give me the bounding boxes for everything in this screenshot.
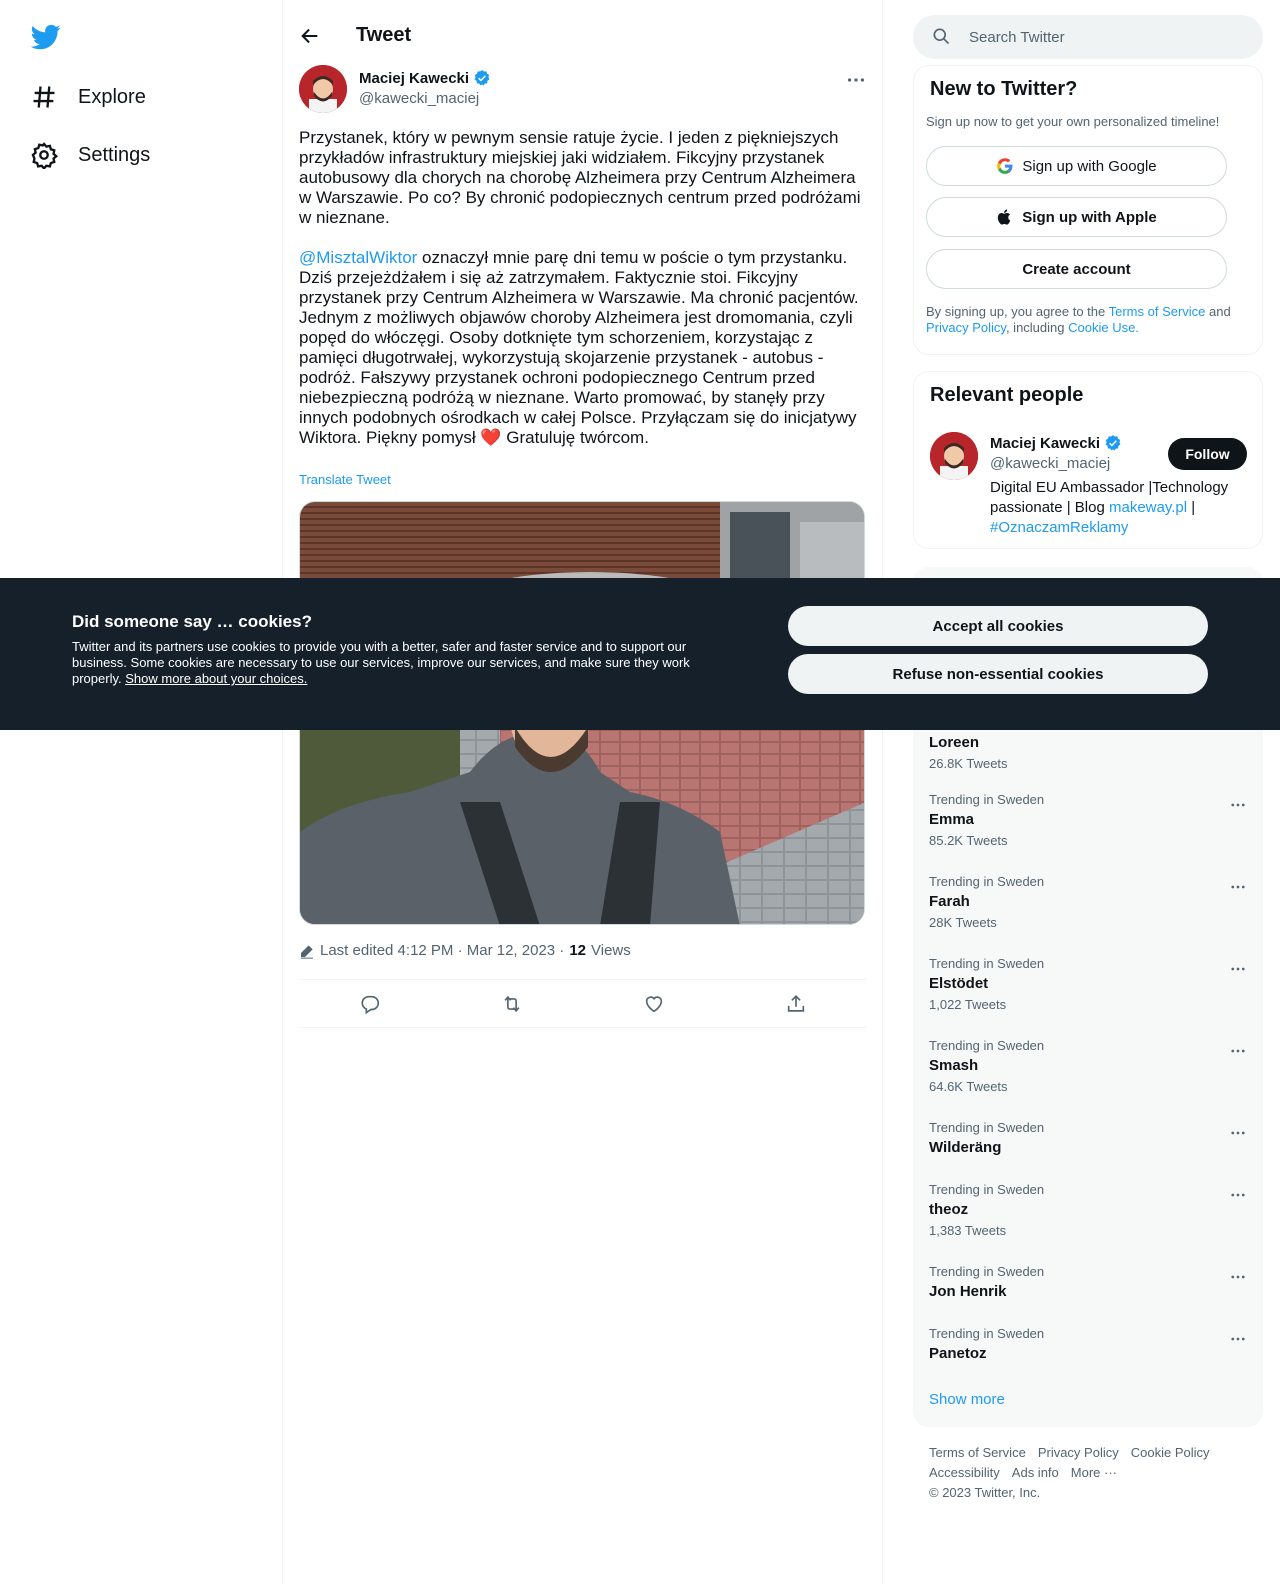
trend-name: Smash	[929, 1057, 979, 1074]
footer-more-link[interactable]: More ···	[1070, 1465, 1117, 1480]
nav-settings-label: Settings	[78, 143, 151, 166]
views-count: 12	[569, 942, 586, 959]
author-handle[interactable]: @kawecki_maciej	[359, 90, 480, 107]
share-icon[interactable]	[785, 993, 807, 1015]
bio-hashtag-link[interactable]: #OznaczamReklamy	[990, 519, 1129, 536]
edited-timestamp[interactable]: Last edited 4:12 PM · Mar 12, 2023 ·	[320, 942, 565, 959]
footer-link[interactable]: Ads info	[1011, 1465, 1059, 1480]
terms-of-service-link[interactable]: Terms of Service	[1108, 304, 1206, 319]
trend-more-icon[interactable]	[1229, 1330, 1247, 1348]
apple-logo-icon	[996, 208, 1014, 226]
left-navigation	[0, 0, 283, 1584]
trend-more-icon[interactable]	[1229, 1042, 1247, 1060]
tweet-paragraph-2-text: oznaczył mnie parę dni temu w poście o tym przystanku. Dziś przejeżdżałem i się aż zatrzymałem. Faktycznie stoi. Fikcyjny przystanek przy Centrum Alzheimera w Warszawie. Ma chronić pacjentów. Jednym z możliwych objawów choroby Alzheimera jest dromomania, czyli popęd do włóczęgi. Osoby dotknięte tym schorzeniem, korzystając z pamięci długotrwałej, wykorzystują skojarzenie przystanek - autobus - podróż. Fałszywy przystanek ochroni podopiecznego Centrum przed niebezpieczną podróżą w nieznane. Warto promować, by stanęły przy innych podobnych ośrodkach w całej Polsce. Przyłączam się do inicjatywy Wiktora. Piękny pomysł	[299, 248, 859, 447]
terms-and-text: and	[1205, 304, 1231, 319]
terms-text: By signing up, you agree to the	[926, 304, 1109, 319]
trend-more-icon[interactable]	[1229, 796, 1247, 814]
tweet-header	[283, 0, 882, 73]
person-handle[interactable]: @kawecki_maciej	[990, 455, 1111, 472]
trend-more-icon[interactable]	[1229, 878, 1247, 896]
tweet-actions	[299, 979, 867, 1028]
bio-separator: |	[1187, 499, 1196, 516]
back-arrow-icon[interactable]	[299, 25, 321, 47]
trend-more-icon[interactable]	[1229, 960, 1247, 978]
footer-link[interactable]: Cookie Policy	[1130, 1445, 1210, 1460]
trend-count: 26.8K Tweets	[929, 756, 1008, 771]
trend-context: Trending in Sweden	[929, 1120, 1045, 1135]
reply-icon[interactable]	[359, 993, 381, 1015]
trend-context: Trending in Sweden	[929, 874, 1045, 889]
trend-count: 1,022 Tweets	[929, 997, 1007, 1012]
cookie-title: Did someone say … cookies?	[72, 612, 312, 631]
retweet-icon[interactable]	[501, 993, 523, 1015]
verified-badge-icon	[1104, 434, 1122, 452]
verified-badge-icon	[473, 69, 491, 87]
trend-context: Trending in Sweden	[929, 1264, 1045, 1279]
footer	[929, 1443, 1249, 1503]
signup-google-label: Sign up with Google	[1022, 157, 1157, 175]
tweet-paragraph-2-end: Gratuluję twórcom.	[501, 428, 649, 447]
refuse-cookies-button[interactable]: Refuse non-essential cookies	[788, 654, 1208, 694]
more-options-icon[interactable]	[845, 69, 867, 91]
bio-link[interactable]: makeway.pl	[1108, 499, 1188, 516]
signup-subtitle: Sign up now to get your own personalized timeline!	[926, 114, 1220, 129]
follow-button[interactable]: Follow	[1168, 438, 1247, 470]
trend-context: Trending in Sweden	[929, 1326, 1045, 1341]
cookie-choices-link[interactable]: Show more about your choices.	[125, 671, 308, 686]
trend-count: 64.6K Tweets	[929, 1079, 1008, 1094]
trend-context: Trending in Sweden	[929, 956, 1045, 971]
signup-card	[913, 65, 1263, 355]
trend-item[interactable]	[913, 1038, 1263, 1114]
nav-explore[interactable]	[30, 77, 146, 117]
footer-row-2	[929, 1463, 1249, 1483]
tweet-column	[283, 0, 883, 1584]
copyright: © 2023 Twitter, Inc.	[929, 1485, 1041, 1500]
hashtag-icon	[30, 83, 58, 111]
terms-including-text: , including	[1005, 320, 1069, 335]
views-label: Views	[591, 942, 631, 959]
author-avatar[interactable]	[299, 65, 347, 113]
nav-explore-label: Explore	[78, 85, 146, 108]
trend-more-icon[interactable]	[1229, 1124, 1247, 1142]
trend-context: Trending in Sweden	[929, 1182, 1045, 1197]
author-name-text: Maciej Kawecki	[359, 69, 470, 87]
signup-apple-label: Sign up with Apple	[1022, 208, 1157, 226]
footer-row-1	[929, 1443, 1249, 1463]
gear-icon	[30, 141, 58, 169]
trend-item[interactable]	[913, 874, 1263, 950]
trend-item[interactable]	[913, 792, 1263, 868]
footer-link[interactable]: Accessibility	[929, 1465, 1000, 1480]
trend-name: Loreen	[929, 734, 980, 751]
person-name[interactable]	[990, 434, 1122, 452]
google-logo-icon	[996, 157, 1014, 175]
tweet-author	[299, 65, 867, 115]
tweet-text	[299, 128, 867, 468]
footer-link[interactable]: Privacy Policy	[1037, 1445, 1119, 1460]
trend-item[interactable]	[913, 1182, 1263, 1258]
cookie-use-link[interactable]: Cookie Use.	[1068, 320, 1139, 335]
search-icon	[931, 26, 951, 46]
signup-apple-button[interactable]	[926, 197, 1227, 237]
trend-name: Farah	[929, 893, 970, 910]
tweet-meta	[299, 942, 631, 959]
cookie-body: Twitter and its partners use cookies to provide you with a better, safer and faster service and to support our business. Some cookies are necessary to use our services, improve our services, and make sure they work properly.	[72, 639, 690, 686]
search-input[interactable]	[969, 15, 1249, 59]
signup-terms	[926, 304, 1252, 336]
footer-link[interactable]: Terms of Service	[929, 1445, 1026, 1460]
twitter-logo-icon[interactable]	[31, 22, 61, 52]
relevant-people-card	[913, 371, 1263, 549]
person-avatar[interactable]	[930, 432, 978, 480]
person-bio	[990, 478, 1252, 538]
create-account-label: Create account	[1022, 260, 1131, 278]
privacy-policy-link[interactable]: Privacy Policy	[926, 320, 1006, 335]
author-name[interactable]	[359, 69, 491, 87]
trend-item[interactable]	[913, 956, 1263, 1032]
cookie-banner	[0, 578, 1280, 730]
trend-context: Trending in Sweden	[929, 1038, 1045, 1053]
mention-link[interactable]: @MisztalWiktor	[299, 248, 418, 267]
trend-name: Panetoz	[929, 1345, 987, 1362]
page-title: Tweet	[356, 24, 412, 46]
trend-count: 85.2K Tweets	[929, 833, 1008, 848]
search-box	[913, 15, 1263, 59]
trend-name: Emma	[929, 811, 975, 828]
accept-cookies-button[interactable]: Accept all cookies	[788, 606, 1208, 646]
trend-name: Elstödet	[929, 975, 989, 992]
trend-count: 1,383 Tweets	[929, 1223, 1007, 1238]
trend-context: Trending in Sweden	[929, 792, 1045, 807]
tweet-paragraph-2	[299, 248, 867, 448]
create-account-button[interactable]	[926, 249, 1227, 289]
nav-settings[interactable]	[30, 135, 150, 175]
trend-name: theoz	[929, 1201, 969, 1218]
tweet-paragraph-1: Przystanek, który w pewnym sensie ratuje życie. I jeden z piękniejszych przykładów infrastruktury miejskiej jaki widziałem. Fikcyjny przystanek autobusowy dla chorych na chorobę Alzheimera przy Centrum Alzheimera w Warszawie. Po co? By chronić podopiecznych centrum przed podróżami w nieznane.	[299, 128, 861, 227]
show-more-link[interactable]: Show more	[929, 1391, 1005, 1408]
edit-pencil-icon	[299, 943, 315, 959]
heart-emoji: ❤️	[480, 428, 502, 447]
like-heart-icon[interactable]	[643, 993, 665, 1015]
relevant-people-title: Relevant people	[930, 384, 1084, 406]
bio-text: Digital EU Ambassador |Technology passionate | Blog	[990, 479, 1229, 516]
trend-more-icon[interactable]	[1229, 1186, 1247, 1204]
trend-name: Wilderäng	[929, 1139, 1002, 1156]
trend-name: Jon Henrik	[929, 1283, 1007, 1300]
cookie-text	[72, 639, 722, 687]
signup-title: New to Twitter?	[930, 78, 1078, 100]
person-name-text: Maciej Kawecki	[990, 434, 1101, 452]
trend-count: 28K Tweets	[929, 915, 997, 930]
translate-tweet-link[interactable]: Translate Tweet	[299, 472, 391, 487]
signup-google-button[interactable]	[926, 146, 1227, 186]
trend-more-icon[interactable]	[1229, 1268, 1247, 1286]
